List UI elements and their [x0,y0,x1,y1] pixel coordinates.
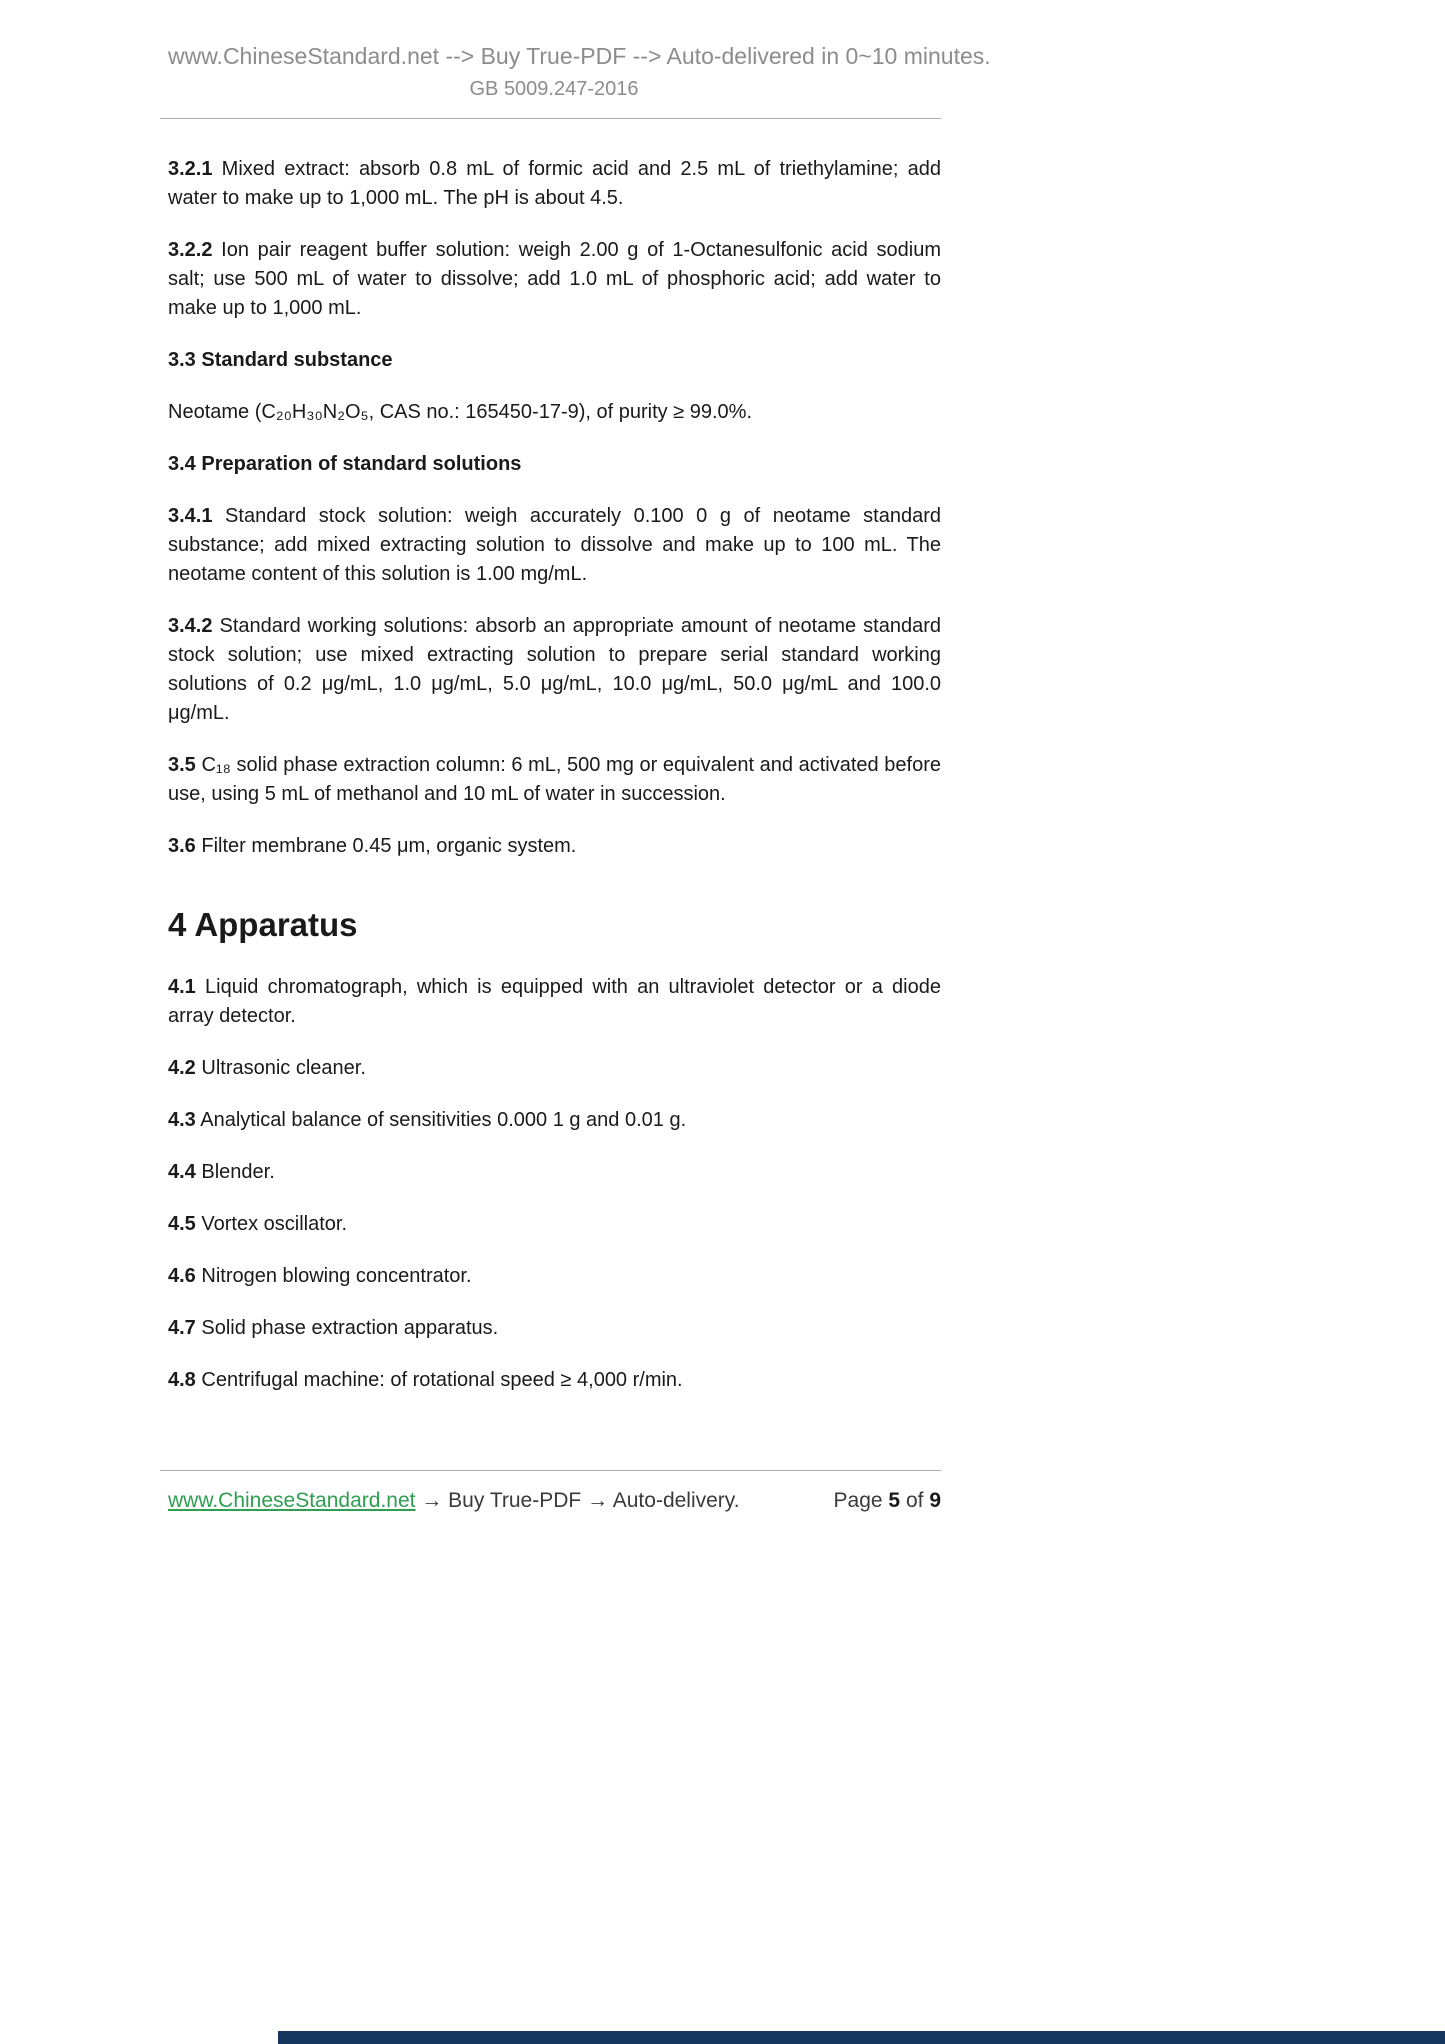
heading-text: Standard substance [201,349,393,371]
para-4-5 [168,1210,941,1239]
page-number [834,1489,941,1513]
para-4-8 [168,1366,941,1395]
page-total: 9 [929,1489,941,1512]
para-4-7 [168,1314,941,1343]
section-number: 4.3 [168,1109,196,1131]
footer-delivery-text: Auto-delivery. [612,1489,740,1512]
footer-buy-text: Buy True-PDF [448,1489,582,1512]
heading-text: Apparatus [194,906,358,943]
of-word: of [905,1489,924,1512]
para-neotame [168,398,941,427]
section-number: 4.4 [168,1161,196,1183]
page-footer [0,1470,1445,1513]
section-text: Vortex oscillator. [201,1213,347,1235]
section-number: 3.3 [168,349,196,371]
section-text: C₁₈ solid phase extraction column: 6 mL, 500 mg or equivalent and activated before use, using 5 mL of methanol and 10 mL of water in succession. [168,754,941,805]
heading-3-3 [168,346,941,375]
section-number: 3.2.1 [168,158,213,180]
para-3-2-2 [168,236,941,323]
footer-tagline [168,1489,740,1513]
arrow-icon: → [587,1489,609,1512]
section-number: 3.2.2 [168,239,213,261]
page-word: Page [833,1489,883,1512]
page-current: 5 [888,1489,901,1512]
section-number: 4.6 [168,1265,196,1287]
section-text: Ion pair reagent buffer solution: weigh 2.00 g of 1-Octanesulfonic acid sodium salt; use 500 mL of water to dissolve; add 1.0 mL of phosphoric acid; add water to make up to 1,000 mL. [168,239,941,319]
section-text: Centrifugal machine: of rotational speed ≥ 4,000 r/min. [201,1369,683,1391]
section-text: Blender. [201,1161,275,1183]
arrow-icon: → [421,1489,443,1512]
section-text: Mixed extract: absorb 0.8 mL of formic acid and 2.5 mL of triethylamine; add water to make up to 1,000 mL. The pH is about 4.5. [168,158,941,209]
section-text: Neotame (C₂₀H₃₀N₂O₅, CAS no.: 165450-17-9), of purity ≥ 99.0%. [168,401,752,423]
section-text: Solid phase extraction apparatus. [201,1317,499,1339]
section-text: Analytical balance of sensitivities 0.000 1 g and 0.01 g. [200,1109,687,1131]
header-tagline: www.ChineseStandard.net --> Buy True-PDF --> Auto-delivered in 0~10 minutes. [168,43,991,69]
section-text: Filter membrane 0.45 μm, organic system. [201,835,577,857]
document-body [168,155,941,1395]
page-header [168,0,991,102]
section-number: 3.6 [168,835,196,857]
section-number: 4.1 [168,976,196,998]
para-3-5 [168,751,941,809]
section-number: 3.4.2 [168,615,213,637]
heading-4-apparatus [168,905,941,945]
para-4-4 [168,1158,941,1187]
footer-divider [160,1470,941,1471]
para-4-2 [168,1054,941,1083]
para-3-4-1 [168,502,941,589]
section-number: 4.8 [168,1369,196,1391]
footer-link[interactable]: www.ChineseStandard.net [168,1489,416,1512]
section-number: 3.4 [168,453,196,475]
para-3-2-1 [168,155,941,213]
para-4-6 [168,1262,941,1291]
document-number: GB 5009.247-2016 [469,78,639,100]
header-divider [160,118,941,119]
section-text: Nitrogen blowing concentrator. [201,1265,472,1287]
section-number: 3.4.1 [168,505,213,527]
section-text: Standard stock solution: weigh accurately 0.100 0 g of neotame standard substance; add mixed extracting solution to dissolve and make up to 100 mL. The neotame content of this solution is 1.00 mg/mL. [168,505,941,585]
heading-3-4 [168,450,941,479]
section-number: 4 [168,906,187,943]
section-number: 4.2 [168,1057,196,1079]
section-number: 3.5 [168,754,196,776]
bottom-bar [278,2031,1445,2044]
para-3-6 [168,832,941,861]
para-4-3 [168,1106,941,1135]
section-number: 4.7 [168,1317,196,1339]
para-4-1 [168,973,941,1031]
section-text: Liquid chromatograph, which is equipped with an ultraviolet detector or a diode array detector. [168,976,941,1027]
para-3-4-2 [168,612,941,728]
heading-text: Preparation of standard solutions [201,453,522,475]
section-number: 4.5 [168,1213,196,1235]
section-text: Standard working solutions: absorb an appropriate amount of neotame standard stock solution; use mixed extracting solution to prepare serial standard working solutions of 0.2 μg/mL, 1.0 μg/mL, 5.0 μg/mL, 10.0 μg/mL, 50.0 μg/mL and 100.0 μg/mL. [168,615,941,724]
section-text: Ultrasonic cleaner. [201,1057,366,1079]
